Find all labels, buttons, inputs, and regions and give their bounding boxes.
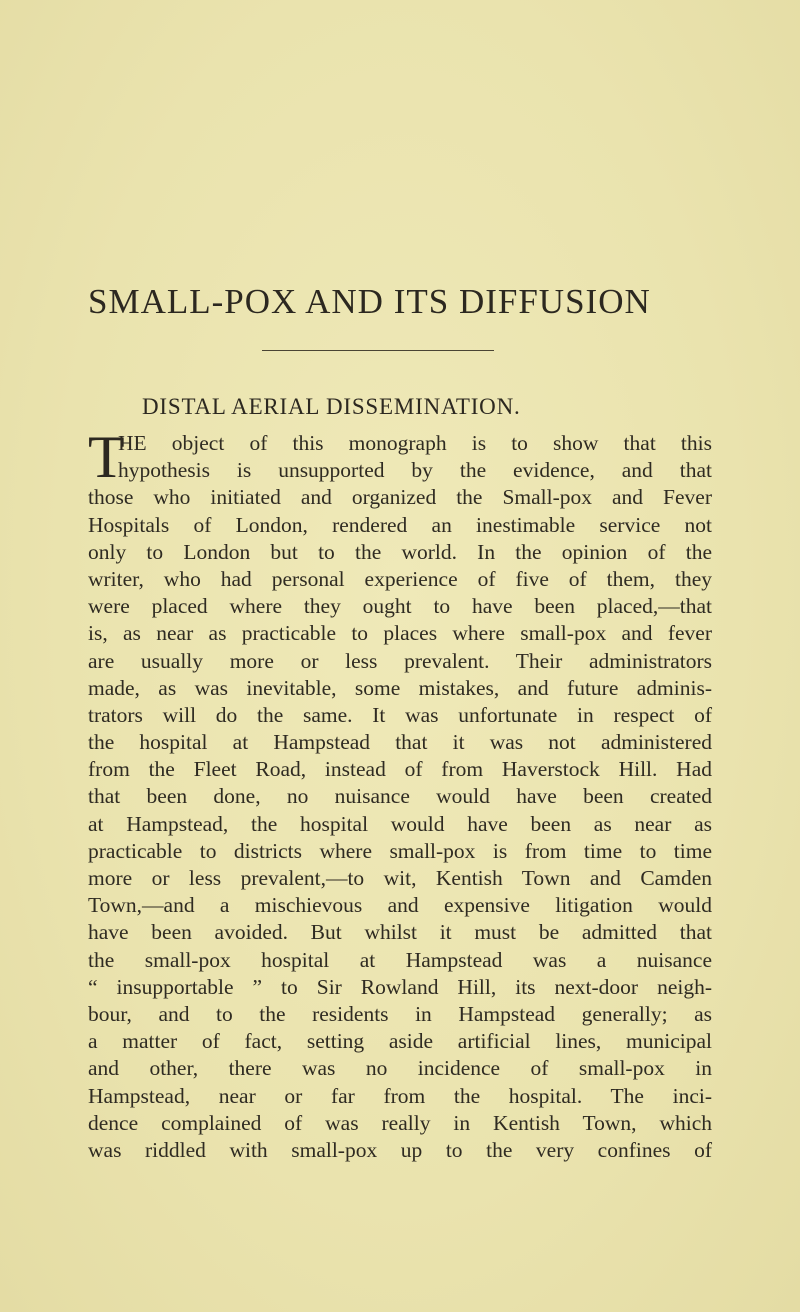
text-line: dence complained of was really in Kentish Town, which [88, 1110, 712, 1135]
text-line: practicable to districts where small-pox is from time to time [88, 838, 712, 863]
text-line: the small-pox hospital at Hampstead was a nuisance [88, 947, 712, 972]
text-line: Hospitals of London, rendered an inestimable service not [88, 512, 712, 537]
text-line: that been done, no nuisance would have been created [88, 784, 712, 809]
text-line: were placed where they ought to have been placed,—that [88, 594, 712, 619]
text-line: from the Fleet Road, instead of from Haverstock Hill. Had [88, 757, 712, 782]
text-line: writer, who had personal experience of five of them, they [88, 566, 712, 591]
text-line: those who initiated and organized the Small-pox and Fever [88, 485, 712, 510]
text-line: “ insupportable ” to Sir Rowland Hill, its next-door neigh- [88, 974, 712, 999]
text-line: a matter of fact, setting aside artificial lines, municipal [88, 1029, 712, 1054]
section-heading: DISTAL AERIAL DISSEMINATION. [142, 394, 521, 419]
text-line: are usually more or less prevalent. Their administrators [88, 648, 712, 673]
chapter-title: SMALL-POX AND ITS DIFFUSION [88, 282, 651, 321]
text-line: the hospital at Hampstead that it was not administered [88, 730, 712, 755]
drop-cap: T [88, 424, 125, 490]
text-line: trators will do the same. It was unfortunate in respect of [88, 702, 712, 727]
text-line: is, as near as practicable to places where small-pox and fever [88, 621, 712, 646]
text-line: and other, there was no incidence of small-pox in [88, 1056, 712, 1081]
text-line: hypothesis is unsupported by the evidence, and that [118, 458, 712, 483]
text-line: made, as was inevitable, some mistakes, and future adminis- [88, 675, 712, 700]
text-line: only to London but to the world. In the opinion of the [88, 539, 712, 564]
text-line: Town,—and a mischievous and expensive litigation would [88, 893, 712, 918]
title-divider-rule [262, 350, 494, 351]
text-line: was riddled with small-pox up to the very confines of [88, 1137, 712, 1162]
text-line: at Hampstead, the hospital would have been as near as [88, 811, 712, 836]
body-paragraph [88, 424, 712, 1164]
text-line: bour, and to the residents in Hampstead generally; as [88, 1001, 712, 1026]
text-line: more or less prevalent,—to wit, Kentish Town and Camden [88, 866, 712, 890]
text-line: have been avoided. But whilst it must be admitted that [88, 920, 712, 945]
text-line: HE object of this monograph is to show that this [118, 431, 712, 455]
text-line: Hampstead, near or far from the hospital. The inci- [88, 1083, 712, 1108]
